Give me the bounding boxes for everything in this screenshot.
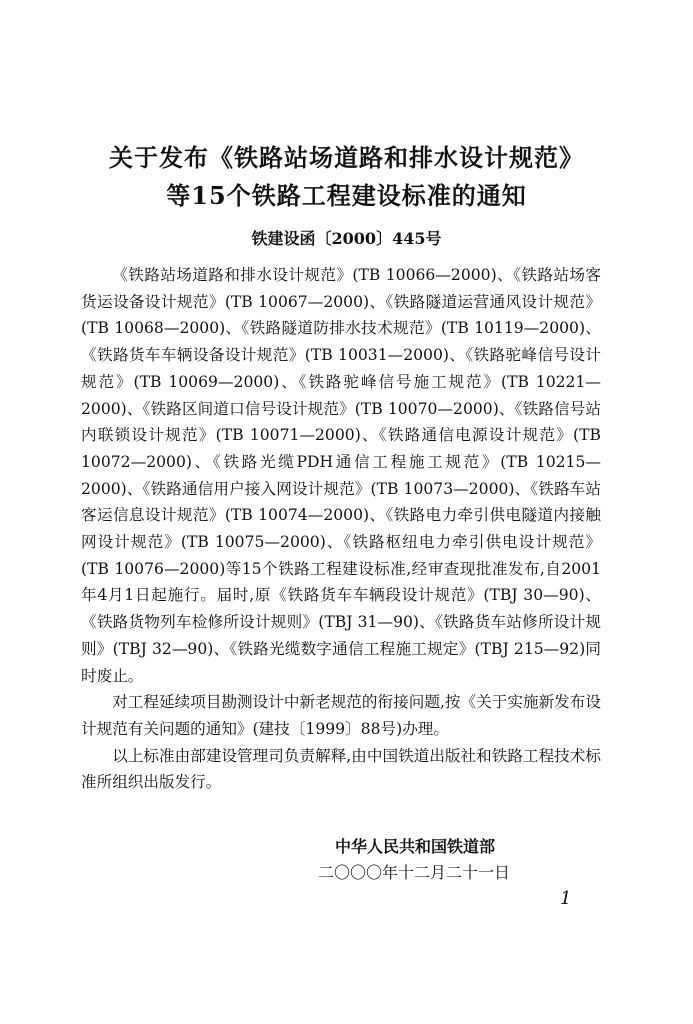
- body-paragraph-transition: 对工程延续项目勘测设计中新老规范的衔接问题,按《关于实施新发布设计规范有关问题的通知》(建技〔1999〕88号)办理。: [81, 693, 601, 738]
- document-number: 铁建设函〔2000〕445号: [251, 229, 442, 248]
- issuing-authority: 中华人民共和国铁道部: [335, 837, 496, 856]
- notice-title-line-1: 关于发布《铁路站场道路和排水设计规范》: [109, 143, 584, 172]
- notice-title-line-2: 等15个铁路工程建设标准的通知: [166, 181, 527, 210]
- notice-body: [81, 262, 601, 796]
- body-paragraph-standards: 《铁路站场道路和排水设计规范》(TB 10066—2000)、《铁路站场客货运设备设计规范》(TB 10067—2000)、《铁路隧道运营通风设计规范》(TB 10068—2000)、《铁路隧道防排水技术规范》(TB 10119—2000)、《铁路货车车辆设备设计规范》(TB 10031—2000)、《铁路驼峰信号设计规范》(TB 10069—2000)、《铁路驼峰信号施工规范》(TB 10221—2000)、《铁路区间道口信号设计规范》(TB 10070—2000)、《铁路信号站内联锁设计规范》(TB 10071—2000)、《铁路通信电源设计规范》(TB 10072—2000)、《铁路光缆PDH通信工程施工规范》(TB 10215—2000)、《铁路通信用户接入网设计规范》(TB 10073—2000)、《铁路车站客运信息设计规范》(TB 10074—2000)、《铁路电力牵引供电隧道内接触网设计规范》(TB 10075—2000)、《铁路枢纽电力牵引供电设计规范》(TB 10076—2000)等15个铁路工程建设标准,经审查现批准发布,自2001年4月1日起施行。届时,原《铁路货车车辆段设计规范》(TBJ 30—90)、《铁路货物列车检修所设计规则》(TBJ 31—90)、《铁路货车站修所设计规则》(TBJ 32—90)、《铁路光缆数字通信工程施工规定》(TBJ 215—92)同时废止。: [81, 266, 601, 685]
- page-number: 1: [560, 888, 572, 909]
- issue-date: 二〇〇〇年十二月二十一日: [318, 863, 511, 882]
- body-paragraph-interpretation: 以上标准由部建设管理司负责解释,由中国铁道出版社和铁路工程技术标准所组织出版发行。: [81, 746, 601, 792]
